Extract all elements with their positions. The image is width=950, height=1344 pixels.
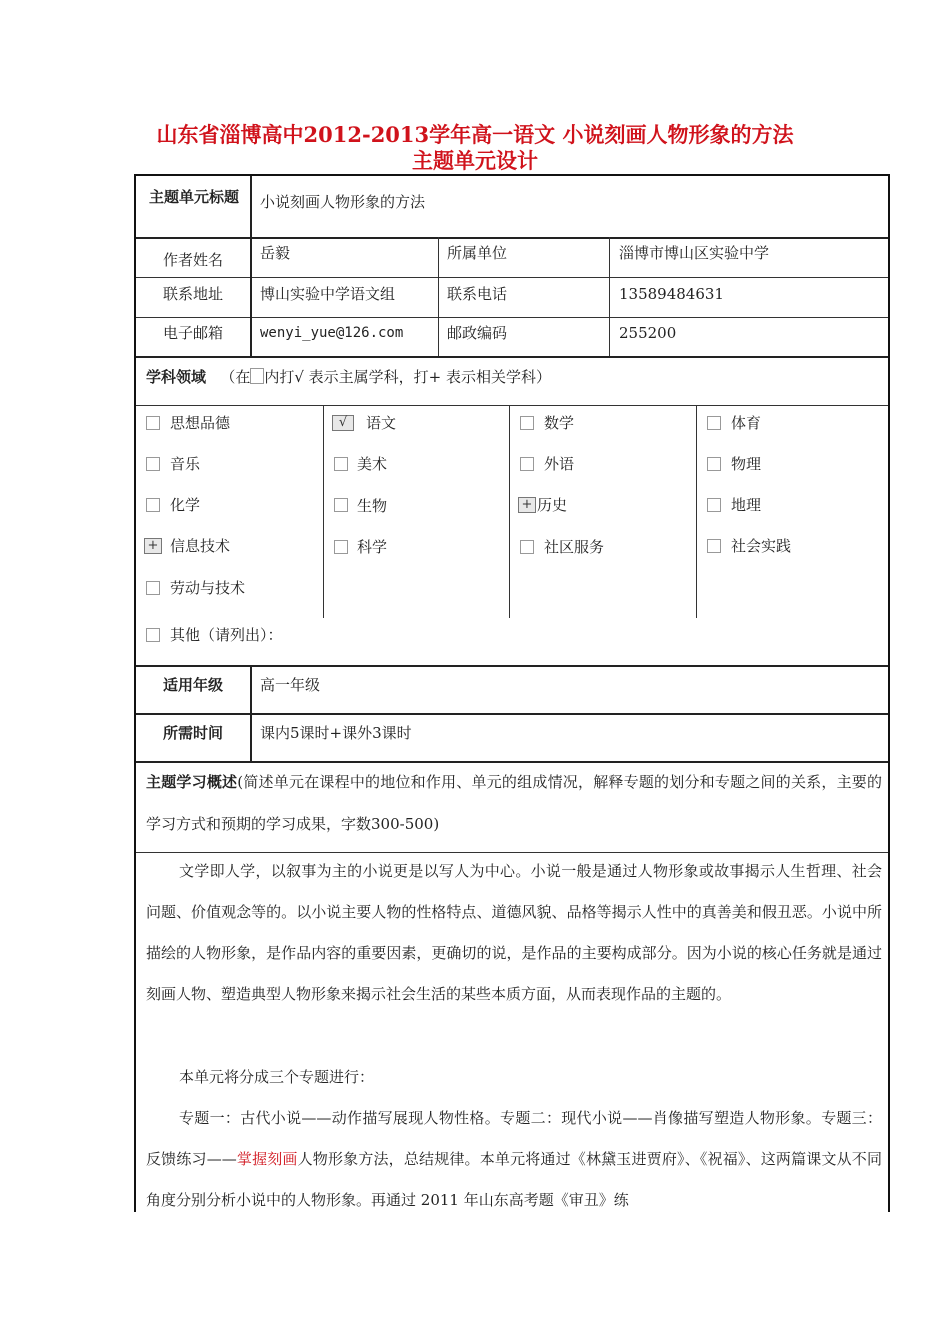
subject-label: 信息技术 [170, 537, 231, 555]
overview-paragraph-1: 文学即人学，以叙事为主的小说更是以写人为中心。小说一般是通过人物形象或故事揭示人生哲理、社会问题、价值观念等的。以小说主要人物的性格特点、道德风貌、品格等揭示人性中的真善美和假丑恶。小说中所描绘的人物形象，是作品内容的重要因素，更确切的说，是作品的主要构成部分。因为小说的核心任务就是通过刻画人物、塑造典型人物形象来揭示社会生活的某些本质方面，从而表现作品的主题的。 [146, 862, 882, 1003]
checkbox-数学[interactable] [520, 416, 534, 430]
value-author: 岳毅 [260, 244, 291, 262]
highlighted-text: 掌握刻画 [236, 1150, 298, 1168]
label-time: 所需时间 [162, 724, 223, 742]
value-grade: 高一年级 [260, 676, 321, 694]
subject-note-a: （在 [220, 368, 251, 386]
subject-label: 物理 [731, 455, 762, 473]
subject-label: 体育 [731, 414, 762, 432]
column-divider [696, 405, 697, 618]
checkbox-外语[interactable] [520, 457, 534, 471]
label-phone: 联系电话 [447, 285, 508, 303]
checkbox-体育[interactable] [707, 416, 721, 430]
checkbox-化学[interactable] [146, 498, 160, 512]
subject-label: 数学 [544, 414, 575, 432]
row-divider [136, 317, 888, 318]
checkbox-美术[interactable] [334, 457, 348, 471]
row-divider [136, 713, 888, 715]
label-subject-field: 学科领域 [146, 368, 207, 386]
label-overview: 主题学习概述 [146, 773, 238, 791]
subject-label: 语文 [366, 414, 397, 432]
label-unit-title: 主题单元标题 [148, 188, 239, 206]
subject-label: 美术 [357, 455, 388, 473]
row-divider [136, 356, 888, 358]
subject-label: 音乐 [170, 455, 201, 473]
subject-label: 科学 [357, 538, 388, 556]
subject-note-b: 内打√ 表示主属学科，打+ 表示相关学科） [264, 368, 552, 386]
checkbox-思想品德[interactable] [146, 416, 160, 430]
checkbox-社区服务[interactable] [520, 540, 534, 554]
label-postcode: 邮政编码 [447, 324, 508, 342]
checkbox-音乐[interactable] [146, 457, 160, 471]
paragraph-3-part-b: 人物形象方法，总结规律。本单元将通过《林黛玉进贾府》、《祝福》、这两篇课文从不同角度分别分析小说中的人物形象。再通过 2011 年山东高考题《审丑》练 [146, 1150, 882, 1209]
value-phone: 13589484631 [619, 285, 724, 303]
design-form-table [134, 174, 890, 1212]
label-email: 电子邮箱 [162, 324, 223, 342]
paragraph-3-part-a: 专题一：古代小说——动作描写展现人物性格。专题二：现代小说——肖像描写塑造人物形象。专题三：反馈练习—— [146, 1109, 882, 1168]
checkbox-劳动与技术[interactable] [146, 581, 160, 595]
row-divider [136, 277, 888, 278]
value-email: wenyi_yue@126.com [260, 325, 404, 341]
checkbox-社会实践[interactable] [707, 539, 721, 553]
checkbox-历史[interactable]: + [518, 497, 536, 513]
value-time: 课内5课时+课外3课时 [260, 724, 412, 742]
column-divider [250, 665, 252, 761]
label-address: 联系地址 [162, 285, 223, 303]
subject-label: 思想品德 [170, 414, 231, 432]
checkbox-科学[interactable] [334, 540, 348, 554]
checkbox-地理[interactable] [707, 498, 721, 512]
value-postcode: 255200 [619, 324, 677, 342]
subject-label: 社区服务 [544, 538, 605, 556]
overview-note: (简述单元在课程中的地位和作用、单元的组成情况，解释专题的划分和专题之间的关系，主要的学习方式和预期的学习成果，字数300-500) [146, 773, 882, 833]
subject-field-header [146, 367, 551, 387]
overview-paragraph-2: 本单元将分成三个专题进行： [179, 1068, 375, 1086]
column-divider [438, 237, 439, 356]
row-divider [136, 237, 888, 239]
column-divider [509, 405, 510, 618]
label-unit: 所属单位 [447, 244, 508, 262]
subject-label: 化学 [170, 496, 201, 514]
subject-label: 劳动与技术 [170, 579, 246, 597]
checkbox-信息技术[interactable]: + [144, 538, 162, 554]
column-divider [609, 237, 610, 356]
value-unit: 淄博市博山区实验中学 [619, 244, 770, 262]
empty-checkbox-icon [250, 368, 264, 384]
label-author: 作者姓名 [162, 251, 223, 269]
label-grade: 适用年级 [162, 676, 223, 694]
value-address: 博山实验中学语文组 [260, 285, 396, 303]
subject-label: 外语 [544, 455, 575, 473]
subject-label: 地理 [731, 496, 762, 514]
subject-label: 社会实践 [731, 537, 792, 555]
subject-label: 历史 [537, 496, 568, 514]
subject-label: 生物 [357, 497, 388, 515]
overview-instructions [146, 761, 882, 845]
checkbox-其他[interactable] [146, 628, 160, 642]
column-divider [250, 176, 252, 356]
row-divider [136, 665, 888, 667]
checkbox-语文[interactable]: √ [332, 415, 354, 431]
subject-other-label: 其他（请列出）： [170, 626, 283, 644]
document-title-line-2: 主题单元设计 [412, 148, 538, 173]
document-title-line-1: 山东省淄博高中2012-2013学年高一语文 小说刻画人物形象的方法 [156, 122, 794, 147]
checkbox-生物[interactable] [334, 498, 348, 512]
column-divider [323, 405, 324, 618]
value-unit-title: 小说刻画人物形象的方法 [260, 193, 426, 211]
overview-paragraph-3 [146, 1098, 882, 1221]
row-divider [136, 405, 888, 406]
checkbox-物理[interactable] [707, 457, 721, 471]
